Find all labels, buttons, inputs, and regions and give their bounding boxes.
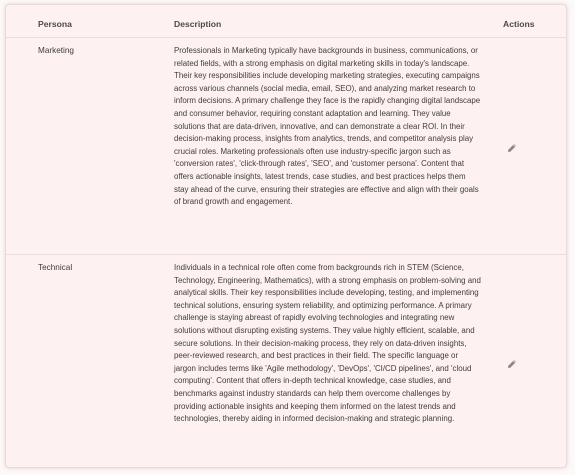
edit-button[interactable] <box>505 141 519 155</box>
column-header-persona: Persona <box>38 19 72 29</box>
column-header-description: Description <box>174 19 222 29</box>
table-header <box>6 5 566 38</box>
pencil-icon <box>507 143 517 153</box>
column-header-actions: Actions <box>503 19 535 29</box>
table-row <box>6 38 566 255</box>
persona-table <box>5 4 567 468</box>
persona-name: Technical <box>38 263 73 272</box>
table-row <box>6 255 566 468</box>
edit-button[interactable] <box>505 357 519 371</box>
persona-description: Individuals in a technical role often come from backgrounds rich in STEM (Science, Technology, Engineering, Mathematics), with a strong emphasis on problem-solving and analytical skills. Their key responsibilities include developing, testing, and implementing technical solutions, ensuring system reliability, and optimizing performance. A primary challenge is staying abreast of rapidly evolving technologies and integrating new solutions without disrupting existing systems. They value highly efficient, scalable, and secure solutions. In their decision-making process, they rely on data-driven insights, peer-reviewed research, and best practices in their field. The specific language or jargon includes terms like 'Agile methodology', 'DevOps', 'CI/CD pipelines', and 'cloud computing'. Content that offers in-depth technical knowledge, case studies, and benchmarks against industry standards can help them overcome challenges by providing actionable insights and keeping them informed on the latest trends and technologies, thereby aiding in informed decision-making and strategic planning. <box>174 263 481 424</box>
persona-name: Marketing <box>38 46 74 55</box>
pencil-icon <box>507 359 517 369</box>
persona-description: Professionals in Marketing typically have backgrounds in business, communications, or related fields, with a strong emphasis on digital marketing skills in today's landscape. Their key responsibilities include developing marketing strategies, executing campaigns across various channels (social media, email, SEO), and analyzing market research to inform decisions. A primary challenge they face is the rapidly changing digital landscape and consumer behavior, requiring constant adaptation and learning. They value solutions that are data-driven, innovative, and can demonstrate a clear ROI. In their decision-making process, insights from analytics, trends, and competitor analysis play crucial roles. Marketing professionals often use industry-specific jargon such as 'conversion rates', 'click-through rates', 'SEO', and 'customer persona'. Content that offers actionable insights, latest trends, case studies, and best practices helps them stay ahead of the curve, ensuring their strategies are effective and align with their goals of brand growth and engagement. <box>174 46 481 207</box>
